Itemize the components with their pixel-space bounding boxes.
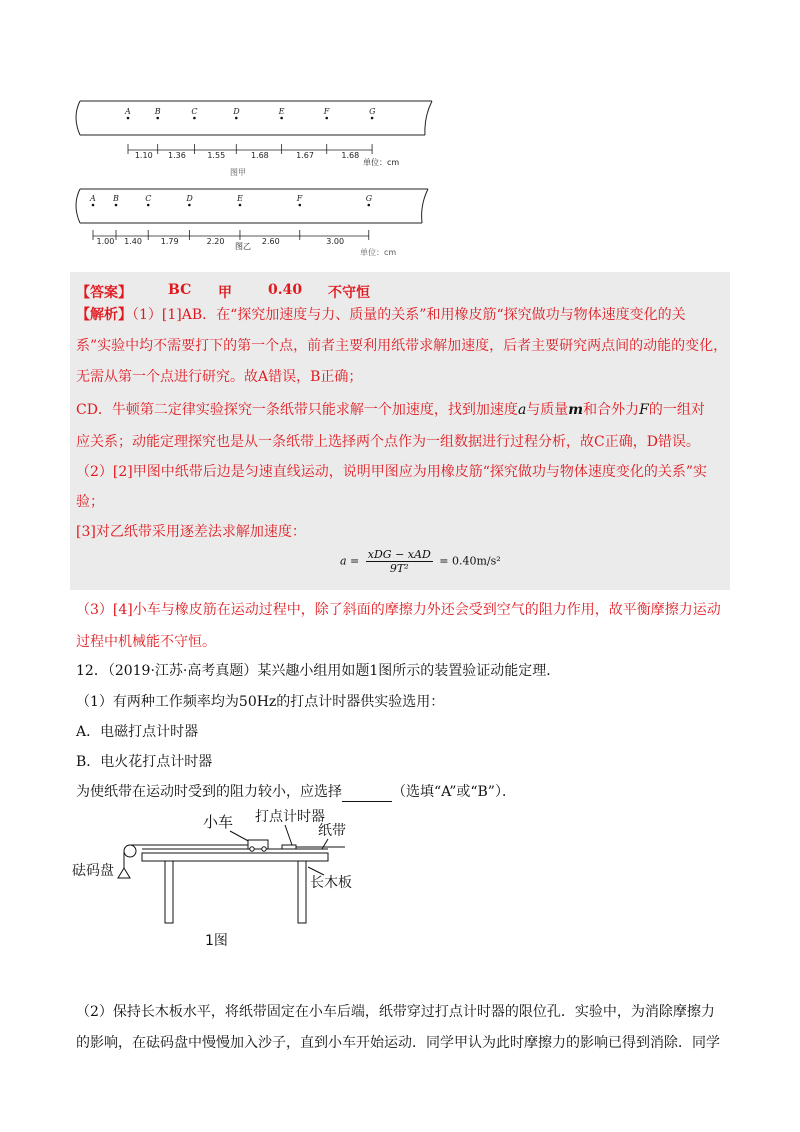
tape-dot	[115, 204, 118, 207]
tape-point-label: B	[154, 107, 161, 116]
interval-label: 1.55	[207, 151, 226, 160]
question-12-fill-line	[76, 782, 516, 802]
tape-point-label: D	[233, 107, 240, 116]
formula-denominator: 9T²	[389, 562, 409, 575]
answer-item-1: BC	[168, 282, 192, 298]
answer-item-4: 不守恒	[328, 285, 370, 301]
option-b: B．电火花打点计时器	[76, 754, 213, 770]
analysis-text-4d: 的一组对	[648, 402, 705, 418]
analysis-line-9: （3）[4]小车与橡皮筋在运动过程中，除了斜面的摩擦力外还会受到空气的阻力作用，故平衡摩擦力运动	[76, 602, 721, 618]
option-a: A．电磁打点计时器	[76, 724, 199, 740]
tape-point-label: D	[186, 194, 193, 203]
answer-item-2: 甲	[218, 285, 232, 301]
tape-point-label: G	[369, 107, 376, 116]
interval-label: 2.20	[206, 237, 225, 246]
interval-label: 1.68	[341, 151, 360, 160]
var-a: a	[517, 402, 527, 418]
label-pan: 砝码盘	[72, 863, 114, 879]
tape-dot	[156, 117, 159, 120]
tape-point-label: G	[365, 194, 373, 203]
label-car: 小车	[203, 813, 234, 831]
interval-label: 1.36	[168, 151, 186, 160]
analysis-line-1	[76, 305, 686, 325]
interval-label: 1.79	[160, 237, 179, 246]
analysis-line-8: [3]对乙纸带采用逐差法求解加速度：	[76, 524, 306, 540]
analysis-line-6: （2）[2]甲图中纸带后边是匀速直线运动，说明甲图应为用橡皮筋“探究做功与物体速度变化的关系”实	[76, 464, 708, 480]
interval-label: 1.67	[296, 151, 314, 160]
tape-dot	[127, 117, 130, 120]
interval-label: 1.40	[124, 237, 142, 246]
analysis-line-10: 过程中机械能不守恒。	[76, 634, 216, 650]
answer-label: 【答案】	[76, 285, 132, 301]
label-board: 长木板	[310, 875, 352, 891]
tape-top-unit: 单位：cm	[363, 158, 400, 167]
tape-figure	[70, 95, 440, 267]
tape-dot	[367, 204, 370, 207]
interval-label: 2.60	[261, 237, 280, 246]
formula-rhs: = 0.40m/s²	[439, 554, 501, 568]
tape-dot	[235, 117, 238, 120]
question-12-part-1: （1）有两种工作频率均为50Hz的打点计时器供实验选用：	[76, 694, 445, 710]
tape-dot	[280, 117, 283, 120]
analysis-line-5: 应关系；动能定理探究也是从一条纸带上选择两个点作为一组数据进行过程分析，故C正确，D错误。	[76, 434, 700, 450]
analysis-line-4	[76, 400, 705, 420]
figure-caption: 1图	[205, 933, 228, 949]
analysis-line-2: 系”实验中均不需要打下的第一个点，前者主要利用纸带求解加速度，后者主要研究两点间的动能的变化，	[76, 338, 728, 354]
tape-dot	[147, 204, 150, 207]
interval-label: 1.10	[134, 151, 153, 160]
tape-point-label: F	[323, 107, 330, 116]
analysis-line-7: 验；	[76, 494, 104, 510]
answer-item-3: 0.40	[268, 282, 303, 298]
interval-label: 1.00	[96, 237, 115, 246]
question-12-part-2-line-1: （2）保持长木板水平，将纸带固定在小车后端，纸带穿过打点计时器的限位孔．实验中，为消除摩擦力	[76, 1004, 715, 1020]
question-12-stem: 12．（2019·江苏·高考真题）某兴趣小组用如题1图所示的装置验证动能定理．	[76, 663, 561, 679]
tape-point-label: A	[125, 107, 131, 116]
tape-point-label: A	[90, 194, 96, 203]
tape-dot	[92, 204, 95, 207]
label-tape: 纸带	[318, 823, 346, 839]
tape-point-label: F	[296, 194, 303, 203]
tape-point-label: B	[113, 194, 119, 203]
tape-point-label: C	[191, 107, 198, 116]
tape-dot	[371, 117, 374, 120]
formula-fraction	[366, 548, 433, 575]
analysis-label: 【解析】	[76, 307, 132, 323]
answer-blank[interactable]	[342, 787, 392, 802]
tape-dot	[193, 117, 196, 120]
apparatus-figure	[60, 805, 360, 950]
interval-label: 1.68	[250, 151, 269, 160]
tape-dot	[325, 117, 328, 120]
tape-top	[76, 101, 432, 177]
tape-top-caption: 图甲	[230, 168, 246, 177]
tape-point-label: E	[278, 107, 285, 116]
var-F: F	[639, 402, 649, 418]
formula-numerator: xDG − xAD	[367, 548, 431, 561]
tape-dot	[298, 204, 301, 207]
tape-dot	[188, 204, 191, 207]
acceleration-formula	[340, 548, 501, 575]
analysis-line-3: 无需从第一个点进行研究。故A错误，B正确；	[76, 369, 363, 385]
var-m: m	[568, 402, 584, 418]
fill-text-b: （选填“A”或“B”）．	[392, 784, 516, 800]
analysis-text-4a: CD．牛顿第二定律实验探究一条纸带只能求解一个加速度，找到加速度	[76, 402, 518, 418]
tape-point-label: E	[236, 194, 243, 203]
analysis-text-4b: 与质量	[526, 402, 569, 418]
tape-dot	[239, 204, 242, 207]
tape-point-label: C	[145, 194, 152, 203]
analysis-text-1: （1）[1]AB．在“探究加速度与力、质量的关系”和用橡皮筋“探究做功与物体速度变化的关	[132, 307, 686, 323]
label-timer: 打点计时器	[255, 809, 325, 825]
question-12-part-2-line-2: 的影响，在砝码盘中慢慢加入沙子，直到小车开始运动．同学甲认为此时摩擦力的影响已得到消除．同学	[76, 1035, 720, 1051]
formula-lhs: a =	[340, 554, 360, 568]
interval-label: 3.00	[326, 237, 345, 246]
fill-text-a: 为使纸带在运动时受到的阻力较小，应选择	[76, 784, 342, 800]
tape-bottom-unit: 单位：cm	[360, 248, 397, 257]
tape-bottom-caption: 图乙	[235, 242, 251, 251]
tape-bottom	[76, 189, 428, 257]
analysis-text-4c: 和合外力	[583, 402, 640, 418]
